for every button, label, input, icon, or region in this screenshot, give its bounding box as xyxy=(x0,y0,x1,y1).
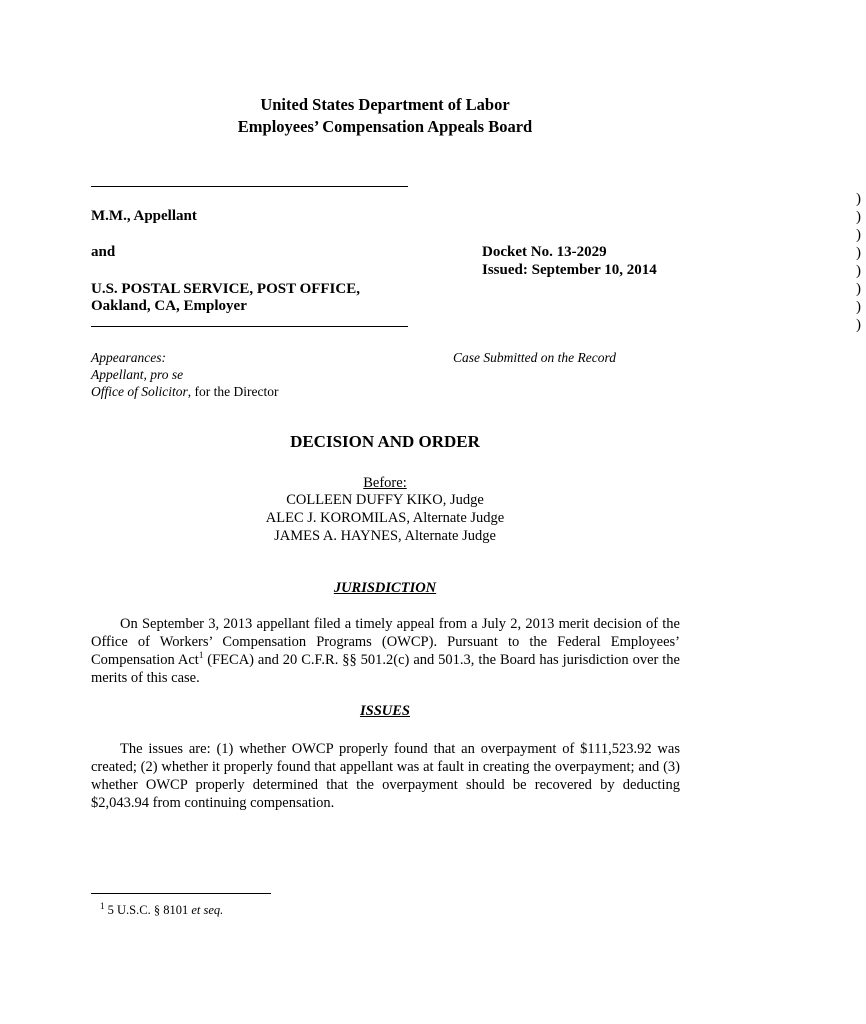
caption-and: and xyxy=(91,244,116,260)
footnote-number: 1 xyxy=(100,900,105,911)
appearances-label: Appearances: xyxy=(91,350,166,365)
employer-line-2: Oakland, CA, Employer xyxy=(91,298,247,314)
paren: ) xyxy=(856,209,861,225)
footnote xyxy=(100,902,223,918)
paren: ) xyxy=(856,191,861,207)
footnote-rule xyxy=(91,893,271,894)
paren: ) xyxy=(856,299,861,315)
paren: ) xyxy=(856,263,861,279)
jurisdiction-text-a: On September 3, 2013 appellant filed a timely appeal from a July 2, 2013 merit decision of the Office of Workers’ Compensation Programs (OWCP). Pursuant to the Federal Employees’ Compensation Act xyxy=(91,616,680,668)
issues-text: The issues are: (1) whether OWCP properly found that an overpayment of $111,523.92 was created; (2) whether it properly found that appellant was at fault in creating the overpayment; and (3) whether OWCP properly determined that the overpayment should be recovered by deducting $2,043.94 from continuing compensation. xyxy=(91,741,680,811)
solicitor-office: Office of Solicitor xyxy=(91,384,188,399)
solicitor-role: , for the Director xyxy=(187,384,279,399)
header-agency: United States Department of Labor xyxy=(260,95,510,114)
issues-paragraph xyxy=(91,740,680,812)
paren: ) xyxy=(856,317,861,333)
footnote-italic: et seq. xyxy=(191,903,224,917)
paren: ) xyxy=(856,227,861,243)
footnote-text: 5 U.S.C. § 8101 xyxy=(104,903,192,917)
judge-3: JAMES A. HAYNES, Alternate Judge xyxy=(274,528,496,544)
issued-date: Issued: September 10, 2014 xyxy=(482,262,657,278)
header-board: Employees’ Compensation Appeals Board xyxy=(237,117,533,136)
appearance-solicitor xyxy=(91,383,278,400)
paren: ) xyxy=(856,245,861,261)
before-label: Before: xyxy=(363,475,407,491)
case-submitted-note: Case Submitted on the Record xyxy=(453,350,616,365)
jurisdiction-heading: JURISDICTION xyxy=(333,580,437,596)
employer-line-1: U.S. POSTAL SERVICE, POST OFFICE, xyxy=(91,281,360,297)
judge-2: ALEC J. KOROMILAS, Alternate Judge xyxy=(265,510,505,526)
docket-number: Docket No. 13-2029 xyxy=(482,244,607,260)
paren: ) xyxy=(856,281,861,297)
issues-heading: ISSUES xyxy=(360,703,410,719)
jurisdiction-text-b: (FECA) and 20 C.F.R. §§ 501.2(c) and 501.3, the Board has jurisdiction over the merits of this case. xyxy=(91,652,680,686)
caption-top-rule xyxy=(91,186,408,187)
decision-title: DECISION AND ORDER xyxy=(290,432,480,451)
judge-1: COLLEEN DUFFY KIKO, Judge xyxy=(286,492,484,508)
appellant-name: M.M., Appellant xyxy=(91,208,197,224)
footnote-ref: 1 xyxy=(198,650,204,661)
jurisdiction-paragraph xyxy=(91,615,680,687)
caption-bottom-rule xyxy=(91,326,408,327)
appearance-appellant: Appellant, pro se xyxy=(91,367,184,382)
